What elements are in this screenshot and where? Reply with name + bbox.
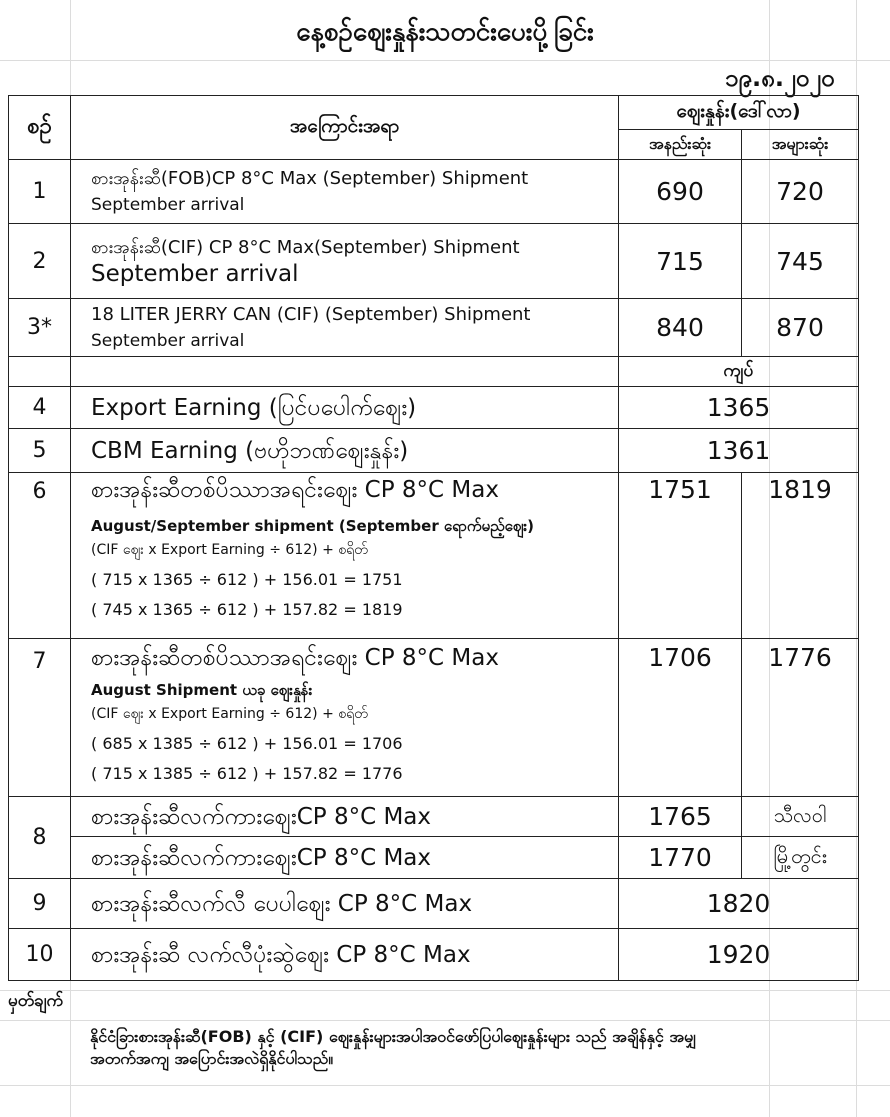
header-price-usd: ဈေးနှုန်း(ဒေါ်လာ)	[619, 96, 859, 130]
grid-h	[0, 60, 890, 61]
row-number: 9	[9, 879, 71, 929]
table-row	[9, 929, 859, 981]
row-number: 4	[9, 387, 71, 429]
calculation-line: ( 715 x 1365 ÷ 612 ) + 156.01 = 1751	[91, 570, 403, 589]
min-price: 690	[619, 160, 742, 224]
table-row	[9, 299, 859, 357]
calculation-line: ( 685 x 1385 ÷ 612 ) + 156.01 = 1706	[91, 734, 403, 753]
row-number: 2	[9, 224, 71, 299]
price-value: 1361	[619, 429, 859, 473]
row-description: စားအုန်းဆီ လက်လီပုံးဆွဲဈေး CP 8°C Max	[71, 929, 619, 981]
max-price: 1776	[742, 639, 859, 797]
min-price: 1706	[619, 639, 742, 797]
location-label: သီလဝါ	[742, 797, 859, 837]
row-number: 6	[9, 473, 71, 639]
price-value: 1920	[619, 929, 859, 981]
max-price: 745	[742, 224, 859, 299]
row-description: စားအုန်းဆီလက်လီ ပေပါဈေး CP 8°C Max	[71, 879, 619, 929]
remark-text: နိုင်ငံခြားစားအုန်းဆီ(FOB) နှင့် (CIF) ဈေးနှုန်းများအပါအဝင်ဖော်ပြပါဈေးနှုန်းများ သည် အချိန်နှင့် အမျှ အတက်အကျ အပြောင်းအလဲရှိနိုင်ပါသည်။	[90, 1027, 697, 1068]
formula-note: (CIF ဈေး x Export Earning ÷ 612) + စရိတ်	[91, 706, 368, 722]
table-row	[9, 160, 859, 224]
row-description: စားအုန်းဆီလက်ကားဈေးCP 8°C Max	[71, 837, 619, 879]
kyat-unit-row	[9, 357, 859, 387]
description-line: September arrival	[91, 261, 299, 287]
min-price: 715	[619, 224, 742, 299]
price-table	[8, 95, 859, 981]
description-line: စားအုန်းဆီ(FOB)CP 8°C Max (September) Shipment	[91, 167, 529, 189]
row-description	[71, 639, 619, 797]
calculation-line: ( 715 x 1385 ÷ 612 ) + 157.82 = 1776	[91, 764, 403, 783]
row-description: စားအုန်းဆီလက်ကားဈေးCP 8°C Max	[71, 797, 619, 837]
unit-kyat: ကျပ်	[619, 357, 859, 387]
row-description	[71, 299, 619, 357]
min-price: 1751	[619, 473, 742, 639]
table-row	[9, 224, 859, 299]
grid-h	[0, 1020, 890, 1021]
price-value: 1365	[619, 387, 859, 429]
description-line: September arrival	[91, 194, 245, 215]
description-line: စားအုန်းဆီ(CIF) CP 8°C Max(September) Shipment	[91, 237, 520, 258]
grid-h	[0, 1085, 890, 1086]
remark-label: မှတ်ချက်	[8, 991, 64, 1011]
row-description: Export Earning (ပြင်ပပေါက်ဈေး)	[71, 387, 619, 429]
row-number: 1	[9, 160, 71, 224]
empty-cell	[9, 357, 71, 387]
grid-h	[0, 990, 890, 991]
row-number: 8	[9, 797, 71, 879]
table-row	[9, 473, 859, 639]
calculation-line: ( 745 x 1365 ÷ 612 ) + 157.82 = 1819	[91, 600, 403, 619]
header-description: အကြောင်းအရာ	[71, 96, 619, 160]
table-row	[9, 837, 859, 879]
header-no: စဉ်	[9, 96, 71, 160]
location-label: မြို့တွင်း	[742, 837, 859, 879]
table-row	[9, 429, 859, 473]
row-number: 7	[9, 639, 71, 797]
wholesale-price: 1765	[619, 797, 742, 837]
price-value: 1820	[619, 879, 859, 929]
row-description	[71, 473, 619, 639]
empty-cell	[71, 357, 619, 387]
description-line: စားအုန်းဆီတစ်ပိဿာအရင်းဈေး CP 8°C Max	[91, 477, 499, 503]
page-title: နေ့စဉ်ဈေးနှုန်းသတင်းပေးပို့ခြင်း	[296, 17, 594, 47]
table-row	[9, 797, 859, 837]
table-row	[9, 639, 859, 797]
report-date: ၁၉.၈.၂၀၂၀	[725, 64, 835, 92]
table-row	[9, 879, 859, 929]
max-price: 1819	[742, 473, 859, 639]
description-line: September arrival	[91, 330, 245, 351]
row-description	[71, 160, 619, 224]
row-number: 10	[9, 929, 71, 981]
header-min: အနည်းဆုံး	[619, 130, 742, 160]
description-line: စားအုန်းဆီတစ်ပိဿာအရင်းဈေး CP 8°C Max	[91, 645, 499, 671]
wholesale-price: 1770	[619, 837, 742, 879]
header-row	[9, 96, 859, 130]
formula-note: (CIF ဈေး x Export Earning ÷ 612) + စရိတ်	[91, 542, 368, 558]
max-price: 720	[742, 160, 859, 224]
description-line: 18 LITER JERRY CAN (CIF) (September) Shipment	[91, 303, 531, 325]
row-number: 5	[9, 429, 71, 473]
shipment-note: August Shipment ယခု ဈေးနှုန်း	[91, 681, 313, 699]
row-number: 3*	[9, 299, 71, 357]
header-max: အများဆုံး	[742, 130, 859, 160]
max-price: 870	[742, 299, 859, 357]
shipment-note: August/September shipment (September ရောက်မည့်ဈေး)	[91, 517, 534, 535]
min-price: 840	[619, 299, 742, 357]
table-row	[9, 387, 859, 429]
row-description	[71, 224, 619, 299]
row-description: CBM Earning (ဗဟိုဘဏ်ဈေးနှုန်း)	[71, 429, 619, 473]
